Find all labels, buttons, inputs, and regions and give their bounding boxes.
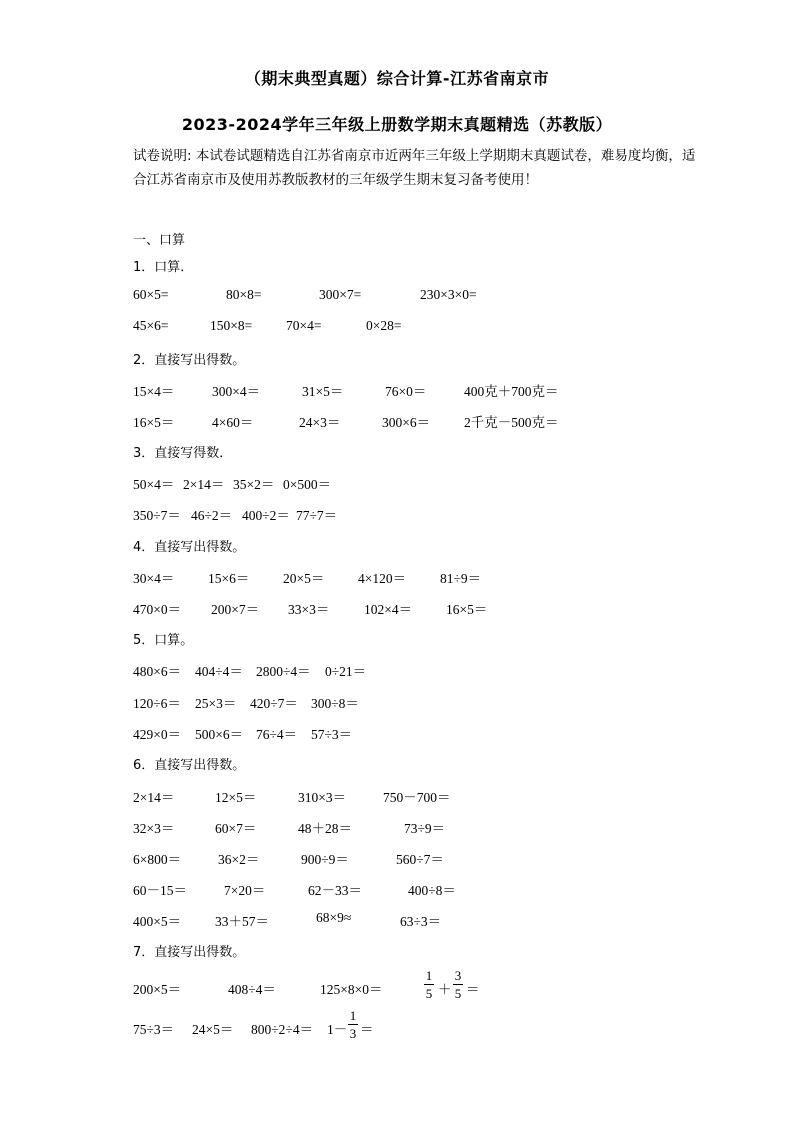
problem: 32×3＝ bbox=[133, 821, 175, 836]
problem: 60×7＝ bbox=[215, 821, 257, 836]
fraction bbox=[424, 968, 434, 1001]
plus-sign: ＋ bbox=[438, 982, 452, 997]
problem: 4×120＝ bbox=[358, 571, 407, 586]
fraction-bar bbox=[453, 984, 463, 985]
problem: 310×3＝ bbox=[298, 790, 347, 805]
problem: 750－700＝ bbox=[383, 790, 451, 805]
problem: 350÷7＝ bbox=[133, 508, 181, 523]
problem: 60×5= bbox=[133, 287, 169, 302]
problem: 400克＋700克＝ bbox=[464, 384, 559, 399]
question-label: 5．口算。 bbox=[133, 633, 194, 648]
problem: 102×4＝ bbox=[364, 602, 413, 617]
problem: 76×0＝ bbox=[385, 384, 427, 399]
problem: 25×3＝ bbox=[195, 696, 237, 711]
title-line-1: （期末典型真题）综合计算-江苏省南京市 bbox=[244, 69, 550, 88]
problem: 12×5＝ bbox=[215, 790, 257, 805]
problem: 300×6＝ bbox=[382, 415, 431, 430]
section-heading: 一、口算 bbox=[133, 233, 186, 248]
equals-sign: ＝ bbox=[360, 1022, 374, 1037]
problem: 400÷8＝ bbox=[408, 883, 456, 898]
test-description: 试卷说明: 本试卷试题精选自江苏省南京市近两年三年级上学期期末真题试卷，难易度均衡，适合江苏省南京市及使用苏教版教材的三年级学生期末复习备考使用！ bbox=[133, 148, 696, 188]
problem: 480×6＝ bbox=[133, 664, 182, 679]
problem: 800÷2÷4＝ bbox=[251, 1022, 314, 1037]
problem: 31×5＝ bbox=[302, 384, 344, 399]
problem: 230×3×0= bbox=[420, 287, 477, 302]
problem: 30×4＝ bbox=[133, 571, 175, 586]
problem: 0÷21＝ bbox=[325, 664, 367, 679]
question-label: 3．直接写得数． bbox=[133, 446, 233, 461]
problem: 24×5＝ bbox=[192, 1022, 234, 1037]
problem: 300×7= bbox=[319, 287, 362, 302]
problem: 63÷3＝ bbox=[400, 914, 442, 929]
problem: 15×4＝ bbox=[133, 384, 175, 399]
problem: 0×500＝ bbox=[283, 477, 332, 492]
problem: 16×5＝ bbox=[446, 602, 488, 617]
problem: 300×4＝ bbox=[212, 384, 261, 399]
problem: 470×0＝ bbox=[133, 602, 182, 617]
problem: 36×2＝ bbox=[218, 852, 260, 867]
problem: 2千克－500克＝ bbox=[464, 415, 559, 430]
problem: 500×6＝ bbox=[195, 727, 244, 742]
problem: 4×60＝ bbox=[212, 415, 254, 430]
problem: 120÷6＝ bbox=[133, 696, 181, 711]
fraction bbox=[453, 968, 463, 1001]
fraction-bar bbox=[424, 984, 434, 985]
problem: 2×14＝ bbox=[133, 790, 175, 805]
problem: 900÷9＝ bbox=[301, 852, 349, 867]
question-label: 6．直接写出得数。 bbox=[133, 758, 246, 773]
fraction-bar bbox=[348, 1024, 358, 1025]
problem: 400×5＝ bbox=[133, 914, 182, 929]
problem: 420÷7＝ bbox=[250, 696, 298, 711]
problem: 560÷7＝ bbox=[396, 852, 444, 867]
problem: 20×5＝ bbox=[283, 571, 325, 586]
question-label: 2．直接写出得数。 bbox=[133, 353, 246, 368]
problem: 429×0＝ bbox=[133, 727, 182, 742]
problem: 24×3＝ bbox=[299, 415, 341, 430]
problem: 81÷9＝ bbox=[440, 571, 482, 586]
problem: 33×3＝ bbox=[288, 602, 330, 617]
problem: 62－33＝ bbox=[308, 883, 362, 898]
problem: 16×5＝ bbox=[133, 415, 175, 430]
fraction-numerator: 1 bbox=[425, 968, 433, 983]
problem: 46÷2＝ bbox=[191, 508, 233, 523]
problem: 150×8= bbox=[210, 318, 253, 333]
problem: 73÷9＝ bbox=[404, 821, 446, 836]
problem: 125×8×0＝ bbox=[320, 982, 383, 997]
problem: 7×20＝ bbox=[224, 883, 266, 898]
problem: 50×4＝ bbox=[133, 477, 175, 492]
fraction bbox=[348, 1008, 358, 1041]
problem: 200×5＝ bbox=[133, 982, 182, 997]
problem: 57÷3＝ bbox=[311, 727, 353, 742]
question-label: 7．直接写出得数。 bbox=[133, 945, 246, 960]
problem: 200×7＝ bbox=[211, 602, 260, 617]
problem: 33＋57＝ bbox=[215, 914, 269, 929]
question-label: 4．直接写出得数。 bbox=[133, 540, 246, 555]
problem: 45×6= bbox=[133, 318, 169, 333]
problem: 400÷2＝ bbox=[242, 508, 290, 523]
problem: 15×6＝ bbox=[208, 571, 250, 586]
equals-sign: ＝ bbox=[466, 982, 480, 997]
problem: 0×28= bbox=[366, 318, 402, 333]
problem: 6×800＝ bbox=[133, 852, 182, 867]
fraction-denominator: 5 bbox=[425, 986, 433, 1001]
title-line-2: 2023-2024学年三年级上册数学期末真题精选（苏教版） bbox=[181, 115, 613, 134]
question-label: 1．口算． bbox=[133, 260, 194, 275]
problem: 35×2＝ bbox=[233, 477, 275, 492]
fraction-denominator: 5 bbox=[454, 986, 462, 1001]
problem: 48＋28＝ bbox=[298, 821, 352, 836]
fraction-denominator: 3 bbox=[349, 1026, 357, 1041]
problem: 408÷4＝ bbox=[228, 982, 276, 997]
problem: 70×4= bbox=[286, 318, 322, 333]
problem: 80×8= bbox=[226, 287, 262, 302]
fraction-numerator: 1 bbox=[349, 1008, 357, 1023]
one-minus: 1－ bbox=[327, 1022, 348, 1037]
problem: 300÷8＝ bbox=[311, 696, 359, 711]
problem: 68×9≈ bbox=[316, 910, 352, 925]
problem: 404÷4＝ bbox=[195, 664, 243, 679]
problem: 76÷4＝ bbox=[256, 727, 298, 742]
problem: 2×14＝ bbox=[183, 477, 225, 492]
problem: 2800÷4＝ bbox=[256, 664, 311, 679]
problem: 77÷7＝ bbox=[296, 508, 338, 523]
problem: 75÷3＝ bbox=[133, 1022, 175, 1037]
fraction-numerator: 3 bbox=[454, 968, 462, 983]
problem: 60－15＝ bbox=[133, 883, 187, 898]
